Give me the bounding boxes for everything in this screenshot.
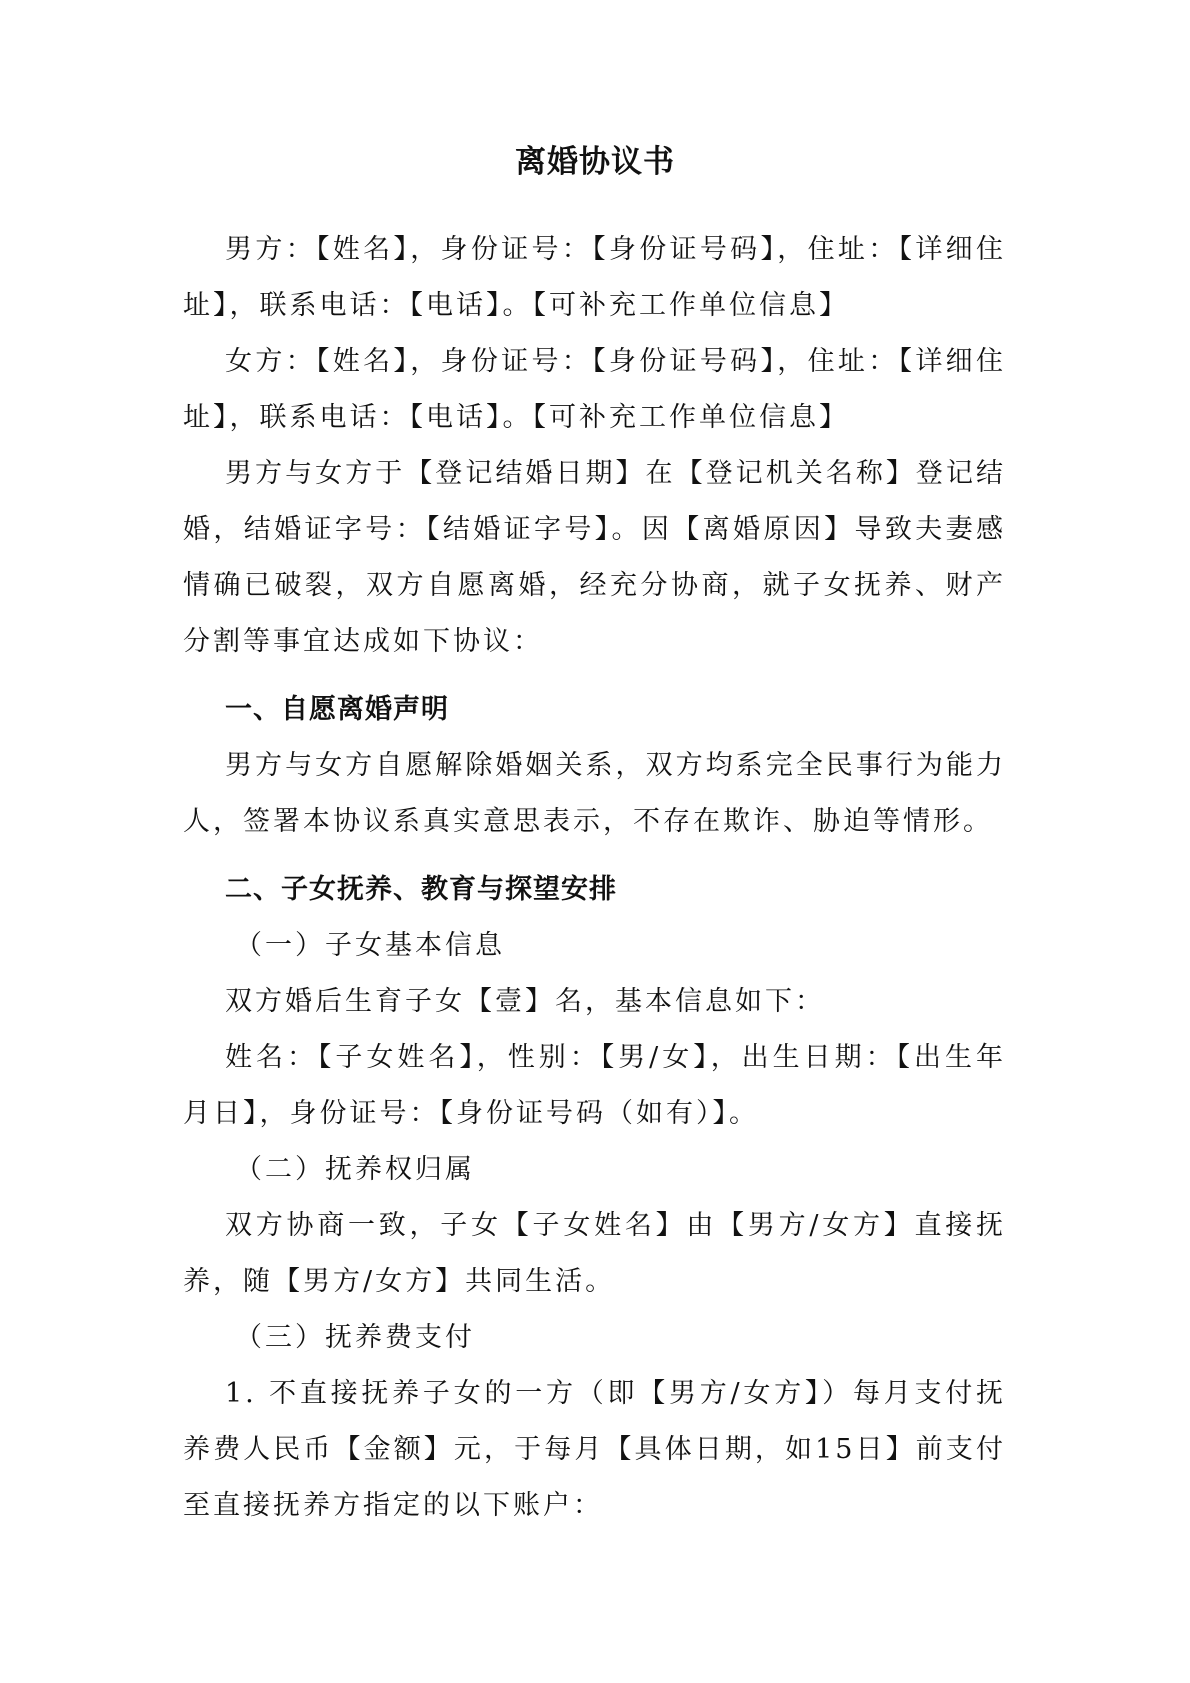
subsection-title-custody: （二）抚养权归属: [235, 1154, 475, 1185]
subsection-title-support-payment: （三）抚养费支付: [235, 1322, 475, 1353]
section-heading-voluntary-divorce: 一、自愿离婚声明: [225, 694, 449, 725]
paragraph-custody: 双方协商一致，子女【子女姓名】由【男方/女方】直接抚养，随【男方/女方】共同生活。: [183, 1210, 1006, 1297]
paragraph-voluntary-divorce: 男方与女方自愿解除婚姻关系，双方均系完全民事行为能力人，签署本协议系真实意思表示，不存在欺诈、胁迫等情形。: [183, 750, 1006, 837]
paragraph-party-male: 男方：【姓名】，身份证号：【身份证号码】，住址：【详细住址】，联系电话：【电话】。【可补充工作单位信息】: [183, 234, 1006, 321]
paragraph-intro: 男方与女方于【登记结婚日期】在【登记机关名称】登记结婚，结婚证字号：【结婚证字号】。因【离婚原因】导致夫妻感情确已破裂，双方自愿离婚，经充分协商，就子女抚养、财产分割等事宜达成如下协议：: [183, 458, 1006, 657]
section-heading-child-custody: 二、子女抚养、教育与探望安排: [225, 874, 617, 905]
paragraph-party-female: 女方：【姓名】，身份证号：【身份证号码】，住址：【详细住址】，联系电话：【电话】。【可补充工作单位信息】: [183, 346, 1006, 433]
paragraph-child-count: 双方婚后生育子女【壹】名，基本信息如下：: [225, 986, 825, 1017]
document-title: 离婚协议书: [515, 144, 675, 180]
paragraph-support-payment-item-1: 1. 不直接抚养子女的一方（即【男方/女方】）每月支付抚养费人民币【金额】元，于每月【具体日期，如15日】前支付至直接抚养方指定的以下账户：: [183, 1378, 1006, 1521]
subsection-title-child-info: （一）子女基本信息: [235, 930, 505, 961]
paragraph-child-detail: 姓名：【子女姓名】，性别：【男/女】，出生日期：【出生年月日】，身份证号：【身份证号码（如有）】。: [183, 1042, 1006, 1129]
document-body: [183, 222, 1006, 1534]
